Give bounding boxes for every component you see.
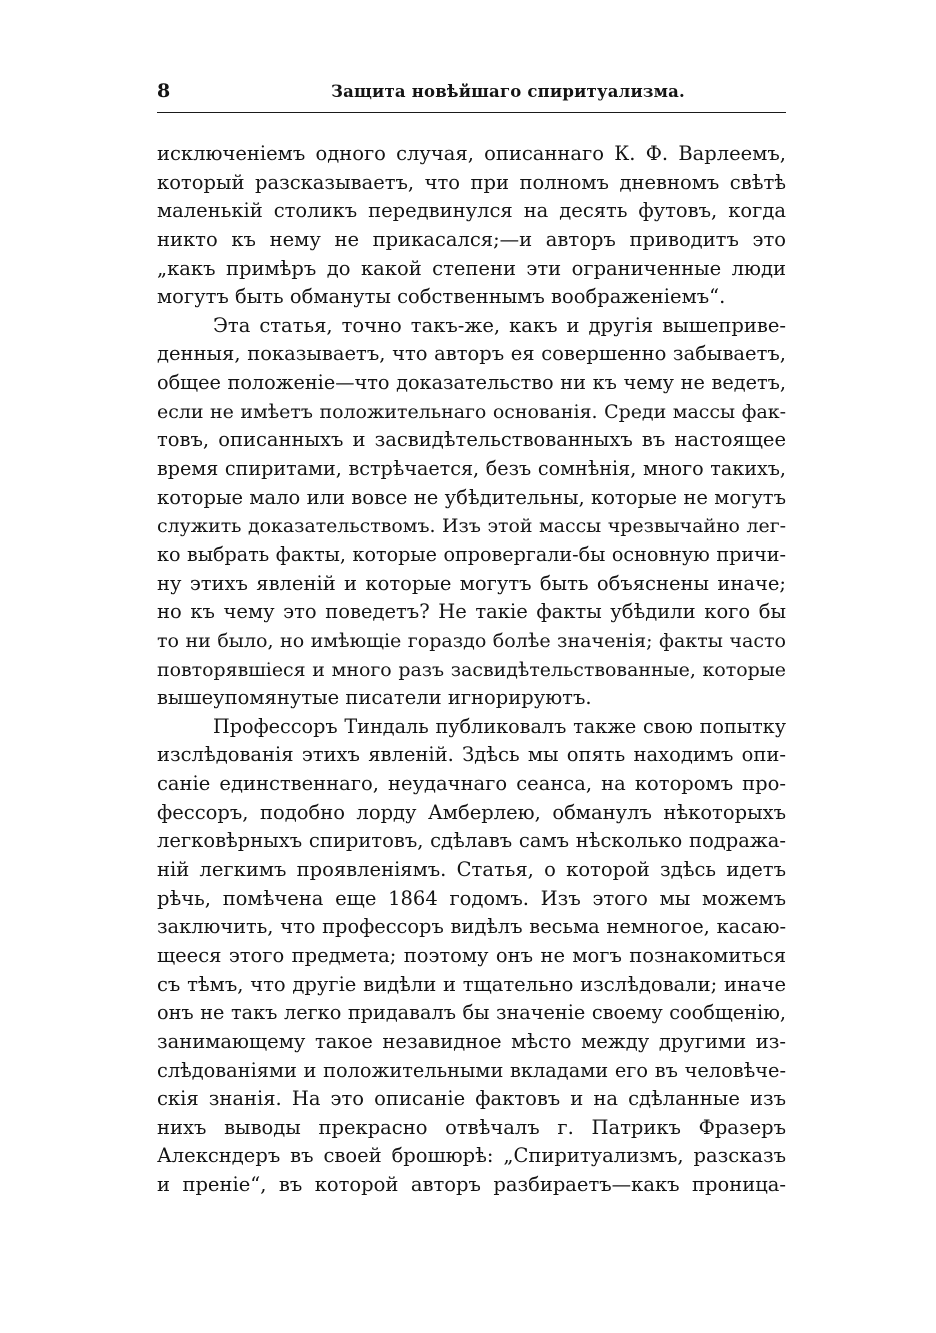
text-line: слѣдованіями и положительными вкладами его въ человѣче- (157, 1058, 786, 1082)
text-line: саніе единственнаго, неудачнаго сеанса, на которомъ про- (157, 772, 786, 796)
text-line: который разсказываетъ, что при полномъ дневномъ свѣтѣ (157, 170, 786, 194)
text-line: щееся этого предмета; поэтому онъ не могъ познакомиться (157, 943, 786, 967)
body-text (157, 140, 786, 1200)
text-line: и преніе“, въ которой авторъ разбираетъ—какъ проница- (157, 1173, 786, 1197)
text-line: служить доказательствомъ. Изъ этой массы чрезвычайно лег- (157, 515, 786, 538)
text-line: время спиритами, встрѣчается, безъ сомнѣнія, много такихъ, (157, 457, 786, 481)
text-line: „какъ примѣръ до какой степени эти ограниченные люди (157, 256, 786, 280)
text-line: которые мало или вовсе не убѣдительны, которые не могутъ (157, 485, 786, 509)
text-line: рѣчь, помѣчена еще 1864 годомъ. Изъ этого мы можемъ (157, 886, 786, 910)
text-line: могутъ быть обмануты собственнымъ воображеніемъ“. (157, 285, 726, 309)
text-line: вышеупомянутые писатели игнорируютъ. (157, 686, 592, 710)
page-number: 8 (157, 80, 171, 102)
text-line: то ни было, но имѣющіе гораздо болѣе значенія; факты часто (157, 629, 786, 652)
running-header (157, 78, 786, 113)
text-line: ній легкимъ проявленіямъ. Статья, о которой здѣсь идетъ (157, 858, 786, 882)
text-line: Алексндеръ въ своей брошюрѣ: „Спиритуализмъ, разсказъ (157, 1144, 786, 1168)
text-line: занимающему такое незавидное мѣсто между другими из- (157, 1029, 786, 1053)
text-line: но къ чему это поведетъ? Не такіе факты убѣдили кого бы (157, 600, 786, 624)
text-line: легковѣрныхъ спиритовъ, сдѣлавъ самъ нѣсколько подража- (157, 829, 786, 853)
text-line: общее положеніе—что доказательство ни къ чему не ведетъ, (157, 371, 786, 395)
text-line: изслѣдованія этихъ явленій. Здѣсь мы опять находимъ опи- (157, 743, 786, 767)
text-line: фессоръ, подобно лорду Амберлею, обманулъ нѣкоторыхъ (157, 800, 786, 824)
text-line: Профессоръ Тиндаль публиковалъ также свою попытку (213, 714, 786, 738)
text-line: ко выбрать факты, которые опровергали-бы основную причи- (157, 542, 786, 566)
text-line: заключить, что профессоръ видѣлъ весьма немногое, касаю- (157, 915, 786, 939)
text-line: ну этихъ явленій и которые могутъ быть объяснены иначе; (157, 571, 786, 595)
text-line: съ тѣмъ, что другіе видѣли и тщательно изслѣдовали; иначе (157, 972, 786, 996)
running-title: Защита новѣйшаго спиритуализма. (331, 82, 685, 101)
text-line: исключеніемъ одного случая, описаннаго К. Ф. Варлеемъ, (157, 142, 786, 165)
text-line: онъ не такъ легко придавалъ бы значеніе своему сообщенію, (157, 1001, 786, 1025)
text-line: маленькій столикъ передвинулся на десять футовъ, когда (157, 199, 786, 223)
text-line: товъ, описанныхъ и засвидѣтельствованныхъ въ настоящее (157, 428, 786, 452)
text-line: денныя, показываетъ, что авторъ ея совершенно забываетъ, (157, 342, 786, 366)
text-line: если не имѣетъ положительнаго основанія. Среди массы фак- (157, 400, 786, 423)
text-line: никто къ нему не прикасался;—и авторъ приводитъ это (157, 227, 786, 251)
text-line: повторявшіеся и много разъ засвидѣтельствованные, которые (157, 658, 786, 681)
text-line: Эта статья, точно такъ-же, какъ и другія вышеприве- (213, 313, 786, 337)
text-line: скія знанія. На это описаніе фактовъ и на сдѣланные изъ (157, 1087, 786, 1111)
text-line: нихъ выводы прекрасно отвѣчалъ г. Патрикъ Фразеръ (157, 1115, 786, 1139)
